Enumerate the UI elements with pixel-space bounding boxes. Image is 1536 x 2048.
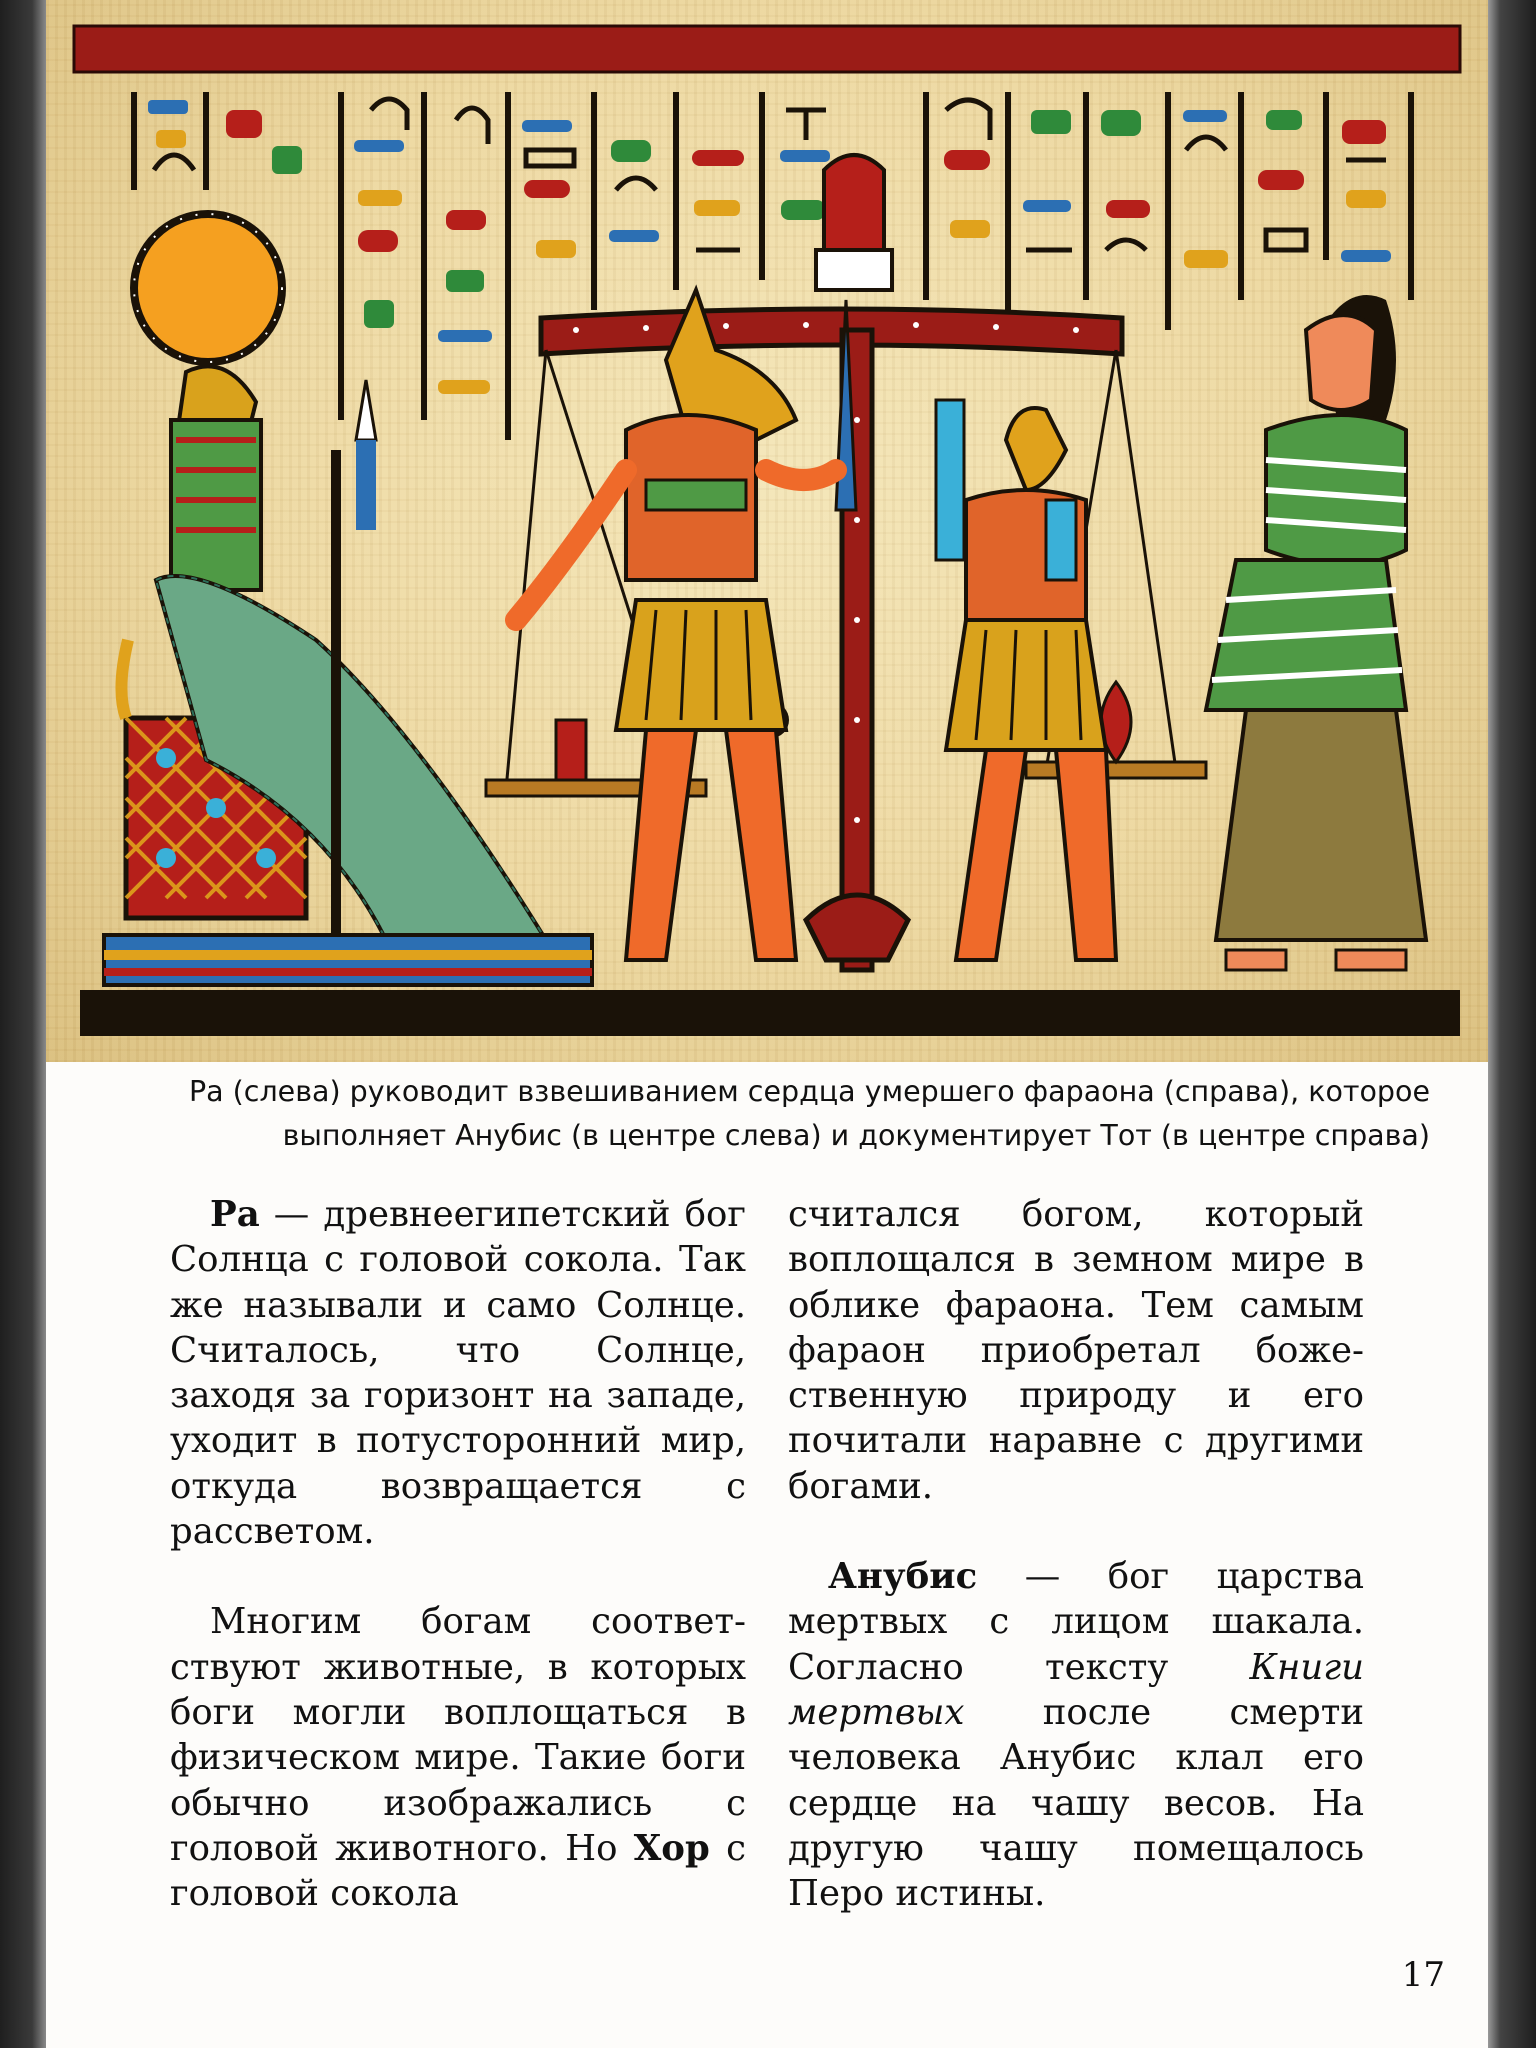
book-page — [46, 0, 1488, 2048]
page-number: 17 — [1401, 1955, 1445, 1995]
term-ra: Ра — [210, 1194, 260, 1235]
book-of-dead-title: Книги мертвых — [788, 1646, 1364, 1733]
viewer-right-edge — [1488, 0, 1536, 2048]
paragraph-animals-text-b: с головой сокола — [170, 1827, 746, 1915]
term-hor: Хор — [633, 1827, 710, 1869]
paragraph-animals-text-a: Многим богам соответствуют животные, в которых боги могли воплощаться в физическом мире. Такие боги обычно изображались с головой животного. Но — [170, 1601, 746, 1869]
term-anubis: Анубис — [828, 1556, 978, 1598]
paragraph-anubis — [788, 1554, 1364, 1916]
paragraph-anubis-text-a: — бог царства мертвых с лицом шакала. Согласно тексту — [788, 1556, 1364, 1688]
viewer-left-edge — [0, 0, 46, 2048]
figure-caption — [90, 1070, 1430, 1158]
paragraph-animals — [170, 1599, 746, 1916]
paragraph-ra — [170, 1192, 746, 1554]
caption-line-2: выполняет Анубис (в центре слева) и документирует Тот (в центре справа) — [282, 1119, 1430, 1152]
caption-line-1: Ра (слева) руководит взвешиванием сердца умершего фараона (справа), которое — [188, 1075, 1430, 1108]
papyrus-illustration — [46, 0, 1488, 1062]
paragraph-ra-text: — древнеегипетский бог Солнца с головой сокола. Так же называли и само Солнце. Считалось, что Солнце, заходя за горизонт на западе, уходит в потусторонний мир, откуда возвращается с рассветом. — [170, 1194, 746, 1553]
text-column-right — [788, 1192, 1364, 1916]
weighing-of-heart-scene — [46, 0, 1488, 1062]
paragraph-hor-continued: считался богом, который воплощался в земном мире в облике фараона. Тем самым фараон приобретал божественную природу и его почитали наравне с другими богами. — [788, 1194, 1364, 1507]
text-column-left — [170, 1192, 746, 1916]
paragraph-anubis-text-b: после смерти человека Анубис клал его сердце на чашу весов. На другую чашу помещалось Перо истины. — [788, 1691, 1364, 1915]
